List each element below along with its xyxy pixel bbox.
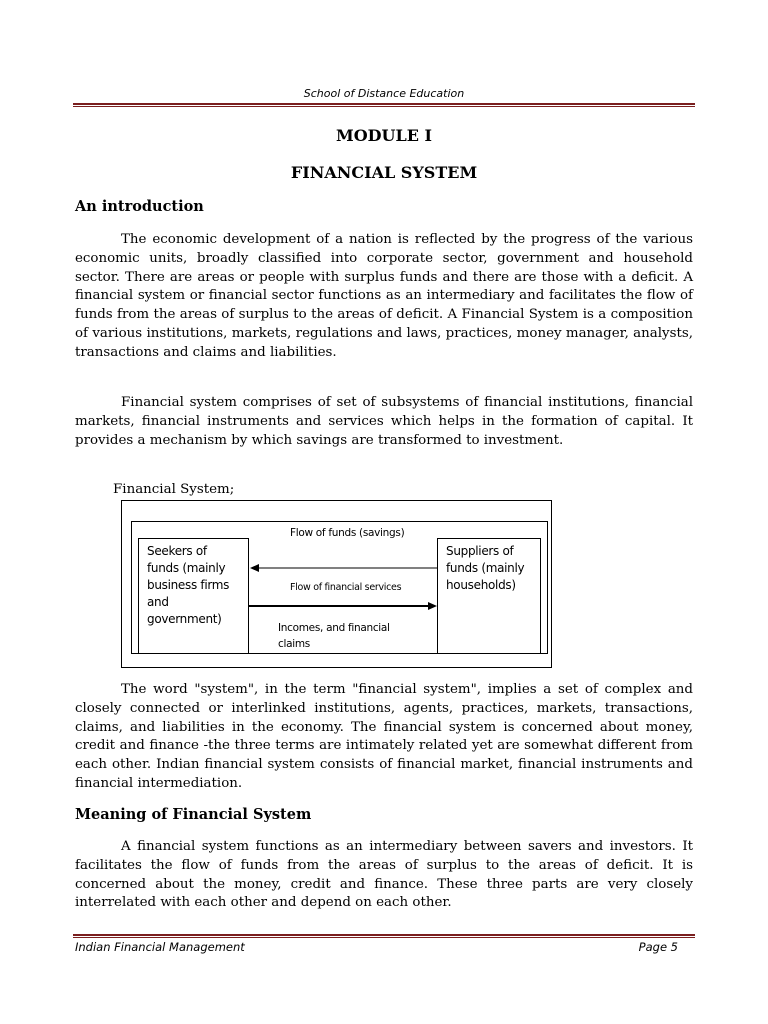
intro-paragraph-1: The economic development of a nation is reflected by the progress of the various economic units, broadly classified into corporate sector, government and household sector. There are areas or people with surplus funds and there are those with a deficit. A financial system or financial sector functions as an intermediary and facilitates the flow of funds from the areas of surplus to the areas of deficit. A Financial System is a composition of various institutions, markets, regulations and laws, practices, money manager, analysts, transactions and claims and liabilities. [75,232,693,360]
footer-course-title: Indian Financial Management [75,940,245,954]
intro-paragraph-2: Financial system comprises of set of subsystems of financial institutions, financial markets, financial instruments and services which helps in the formation of capital. It provides a mechanism by which savings are transformed to investment. [75,395,693,448]
flow-funds-label: Flow of funds (savings) [290,527,405,539]
system-paragraph: The word "system", in the term "financial system", implies a set of complex and closely connected or interlinked institutions, agents, practices, markets, transactions, claims, and liabilities in the economy. The financial system is concerned about money, credit and finance -the three terms are intimately related yet are somewhat different from each other. Indian financial system consists of financial market, financial instruments and financial intermediation. [75,682,693,791]
suppliers-box: Suppliers of funds (mainly households) [437,538,541,654]
flow-services-label: Flow of financial services [290,582,402,593]
incomes-claims-label: Incomes, and financial claims [278,622,390,650]
diagram-label: Financial System; [113,482,235,497]
footer-rule-thin [73,937,695,938]
module-title: MODULE I [336,126,432,145]
intro-heading: An introduction [75,198,204,215]
header-title: School of Distance Education [303,87,465,100]
module-subtitle: FINANCIAL SYSTEM [290,163,478,182]
footer-rule [73,934,695,936]
footer-page-number: Page 5 [638,940,678,954]
meaning-paragraph: A financial system functions as an intermediary between savers and investors. It facilitates the flow of funds from the areas of surplus to the areas of deficit. It is concerned about the money, credit and finance. These three parts are very closely interrelated with each other and depend on each other. [75,839,693,911]
meaning-heading: Meaning of Financial System [75,806,312,823]
seekers-box: Seekers of funds (mainly business firms and government) [138,538,249,654]
